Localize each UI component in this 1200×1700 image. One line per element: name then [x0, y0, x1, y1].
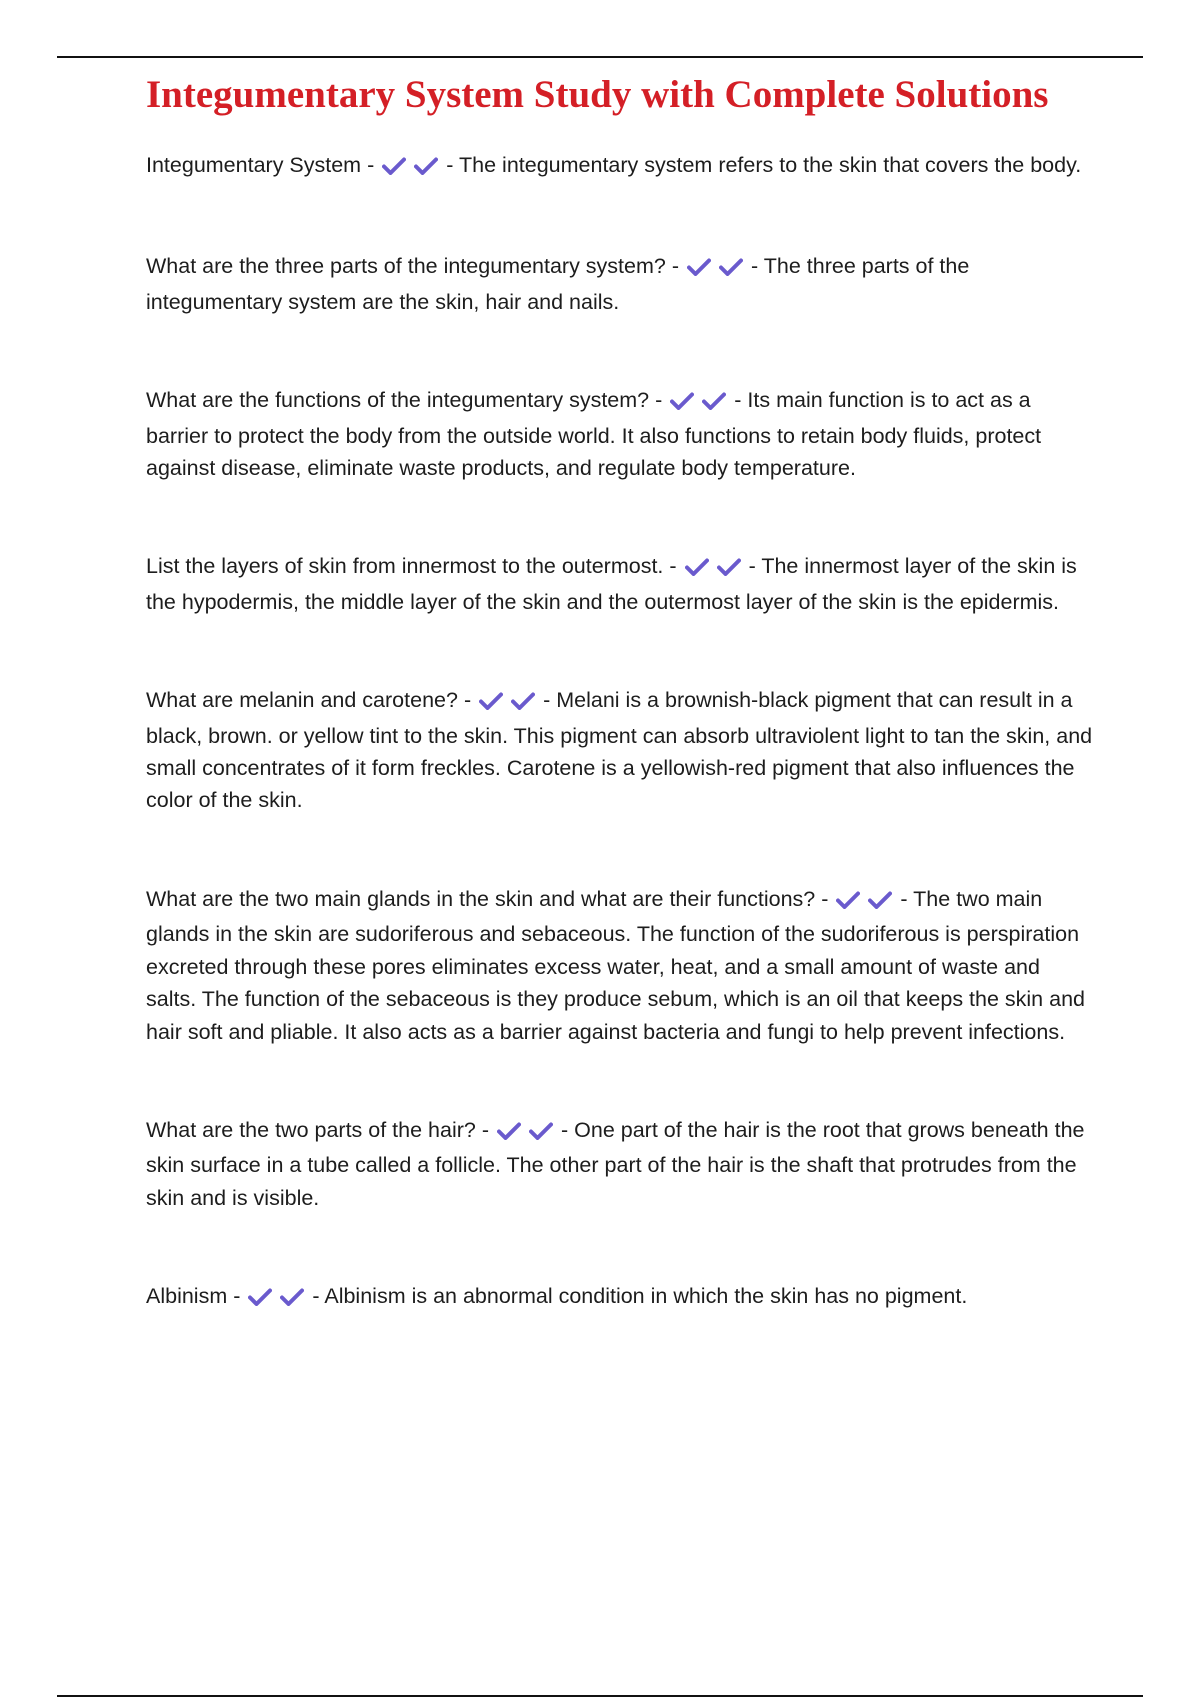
- dash: -: [669, 554, 677, 579]
- checkmark-icon: [868, 891, 892, 909]
- qa-entry: [146, 1114, 1096, 1214]
- entry-answer: The integumentary system refers to the skin that covers the body.: [459, 153, 1082, 177]
- checkmark-icon: [529, 1122, 553, 1140]
- check-group: [683, 253, 747, 285]
- dash: -: [233, 1284, 241, 1309]
- entry-term: What are the two main glands in the skin and what are their functions?: [146, 886, 816, 911]
- qa-entry: [146, 684, 1096, 817]
- qa-entry: [146, 250, 1096, 318]
- entry-term: What are the three parts of the integumentary system?: [146, 254, 666, 279]
- dash: -: [900, 886, 914, 911]
- dash: -: [655, 388, 663, 413]
- checkmark-icon: [414, 157, 438, 175]
- qa-entry: [146, 550, 1096, 618]
- dash: -: [312, 1284, 325, 1309]
- top-rule: [57, 56, 1143, 58]
- entry-term: Albinism: [146, 1284, 228, 1309]
- checkmark-icon: [511, 692, 535, 710]
- entry-answer: Melani is a brownish-black pigment that can result in a black, brown. or yellow tint to the skin. This pigment can absorb ultraviolent light to tan the skin, and small concentrates of it form freckles. Carotene is a yellowish-red pigment that also influences the color of the skin.: [146, 688, 1093, 813]
- dash: -: [561, 1117, 575, 1142]
- dash: -: [543, 688, 557, 713]
- checkmark-icon: [670, 392, 694, 410]
- entry-answer: The two main glands in the skin are sudoriferous and sebaceous. The function of the sudoriferous is perspiration excreted through these pores eliminates excess water, heat, and a small amount of waste and salts. The function of the sebaceous is they produce sebum, which is an oil that keeps the skin and hair soft and pliable. It also acts as a barrier against bacteria and fungi to help prevent infections.: [146, 886, 1085, 1044]
- bottom-rule: [57, 1695, 1143, 1697]
- entry-answer: Its main function is to act as a barrier to protect the body from the outside world. It also functions to retain body fluids, protect against disease, eliminate waste products, and regulate body temperature.: [146, 388, 1042, 481]
- checkmark-icon: [479, 692, 503, 710]
- checkmark-icon: [702, 392, 726, 410]
- checkmark-icon: [687, 258, 711, 276]
- checkmark-icon: [280, 1288, 304, 1306]
- check-group: [475, 687, 539, 719]
- qa-entry: [146, 883, 1096, 1048]
- qa-entry: [146, 149, 1096, 184]
- entry-term: Integumentary System: [146, 153, 362, 177]
- check-group: [378, 152, 442, 184]
- checkmark-icon: [382, 157, 406, 175]
- checkmark-icon: [497, 1122, 521, 1140]
- dash: -: [446, 153, 460, 177]
- entry-answer: Albinism is an abnormal condition in which the skin has no pigment.: [324, 1284, 968, 1309]
- checkmark-icon: [836, 891, 860, 909]
- check-group: [666, 387, 730, 419]
- check-group: [681, 553, 745, 585]
- checkmark-icon: [248, 1288, 272, 1306]
- dash: -: [481, 1117, 489, 1142]
- check-group: [493, 1117, 557, 1149]
- qa-list: [146, 149, 1096, 1316]
- dash: -: [748, 554, 762, 579]
- entry-answer: One part of the hair is the root that grows beneath the skin surface in a tube called a follicle. The other part of the hair is the shaft that protrudes from the skin and is visible.: [146, 1117, 1085, 1210]
- dash: -: [751, 254, 764, 279]
- checkmark-icon: [717, 558, 741, 576]
- qa-entry: [146, 1280, 1096, 1315]
- checkmark-icon: [685, 558, 709, 576]
- entry-answer: The innermost layer of the skin is the hypodermis, the middle layer of the skin and the outermost layer of the skin is the epidermis.: [146, 554, 1077, 614]
- entry-term: List the layers of skin from innermost to the outermost.: [146, 554, 664, 579]
- dash: -: [734, 388, 748, 413]
- checkmark-icon: [719, 258, 743, 276]
- entry-term: What are the two parts of the hair?: [146, 1117, 476, 1142]
- dash: -: [463, 688, 472, 713]
- page-title: Integumentary System Study with Complete Solutions: [146, 73, 1049, 116]
- dash: -: [671, 254, 679, 279]
- qa-entry: [146, 384, 1096, 484]
- entry-term: What are the functions of the integumentary system?: [146, 388, 650, 413]
- dash: -: [367, 153, 375, 177]
- dash: -: [821, 886, 829, 911]
- entry-answer: The three parts of the integumentary system are the skin, hair and nails.: [146, 254, 970, 314]
- entry-term: What are melanin and carotene?: [146, 688, 458, 713]
- check-group: [244, 1283, 308, 1315]
- check-group: [832, 886, 896, 918]
